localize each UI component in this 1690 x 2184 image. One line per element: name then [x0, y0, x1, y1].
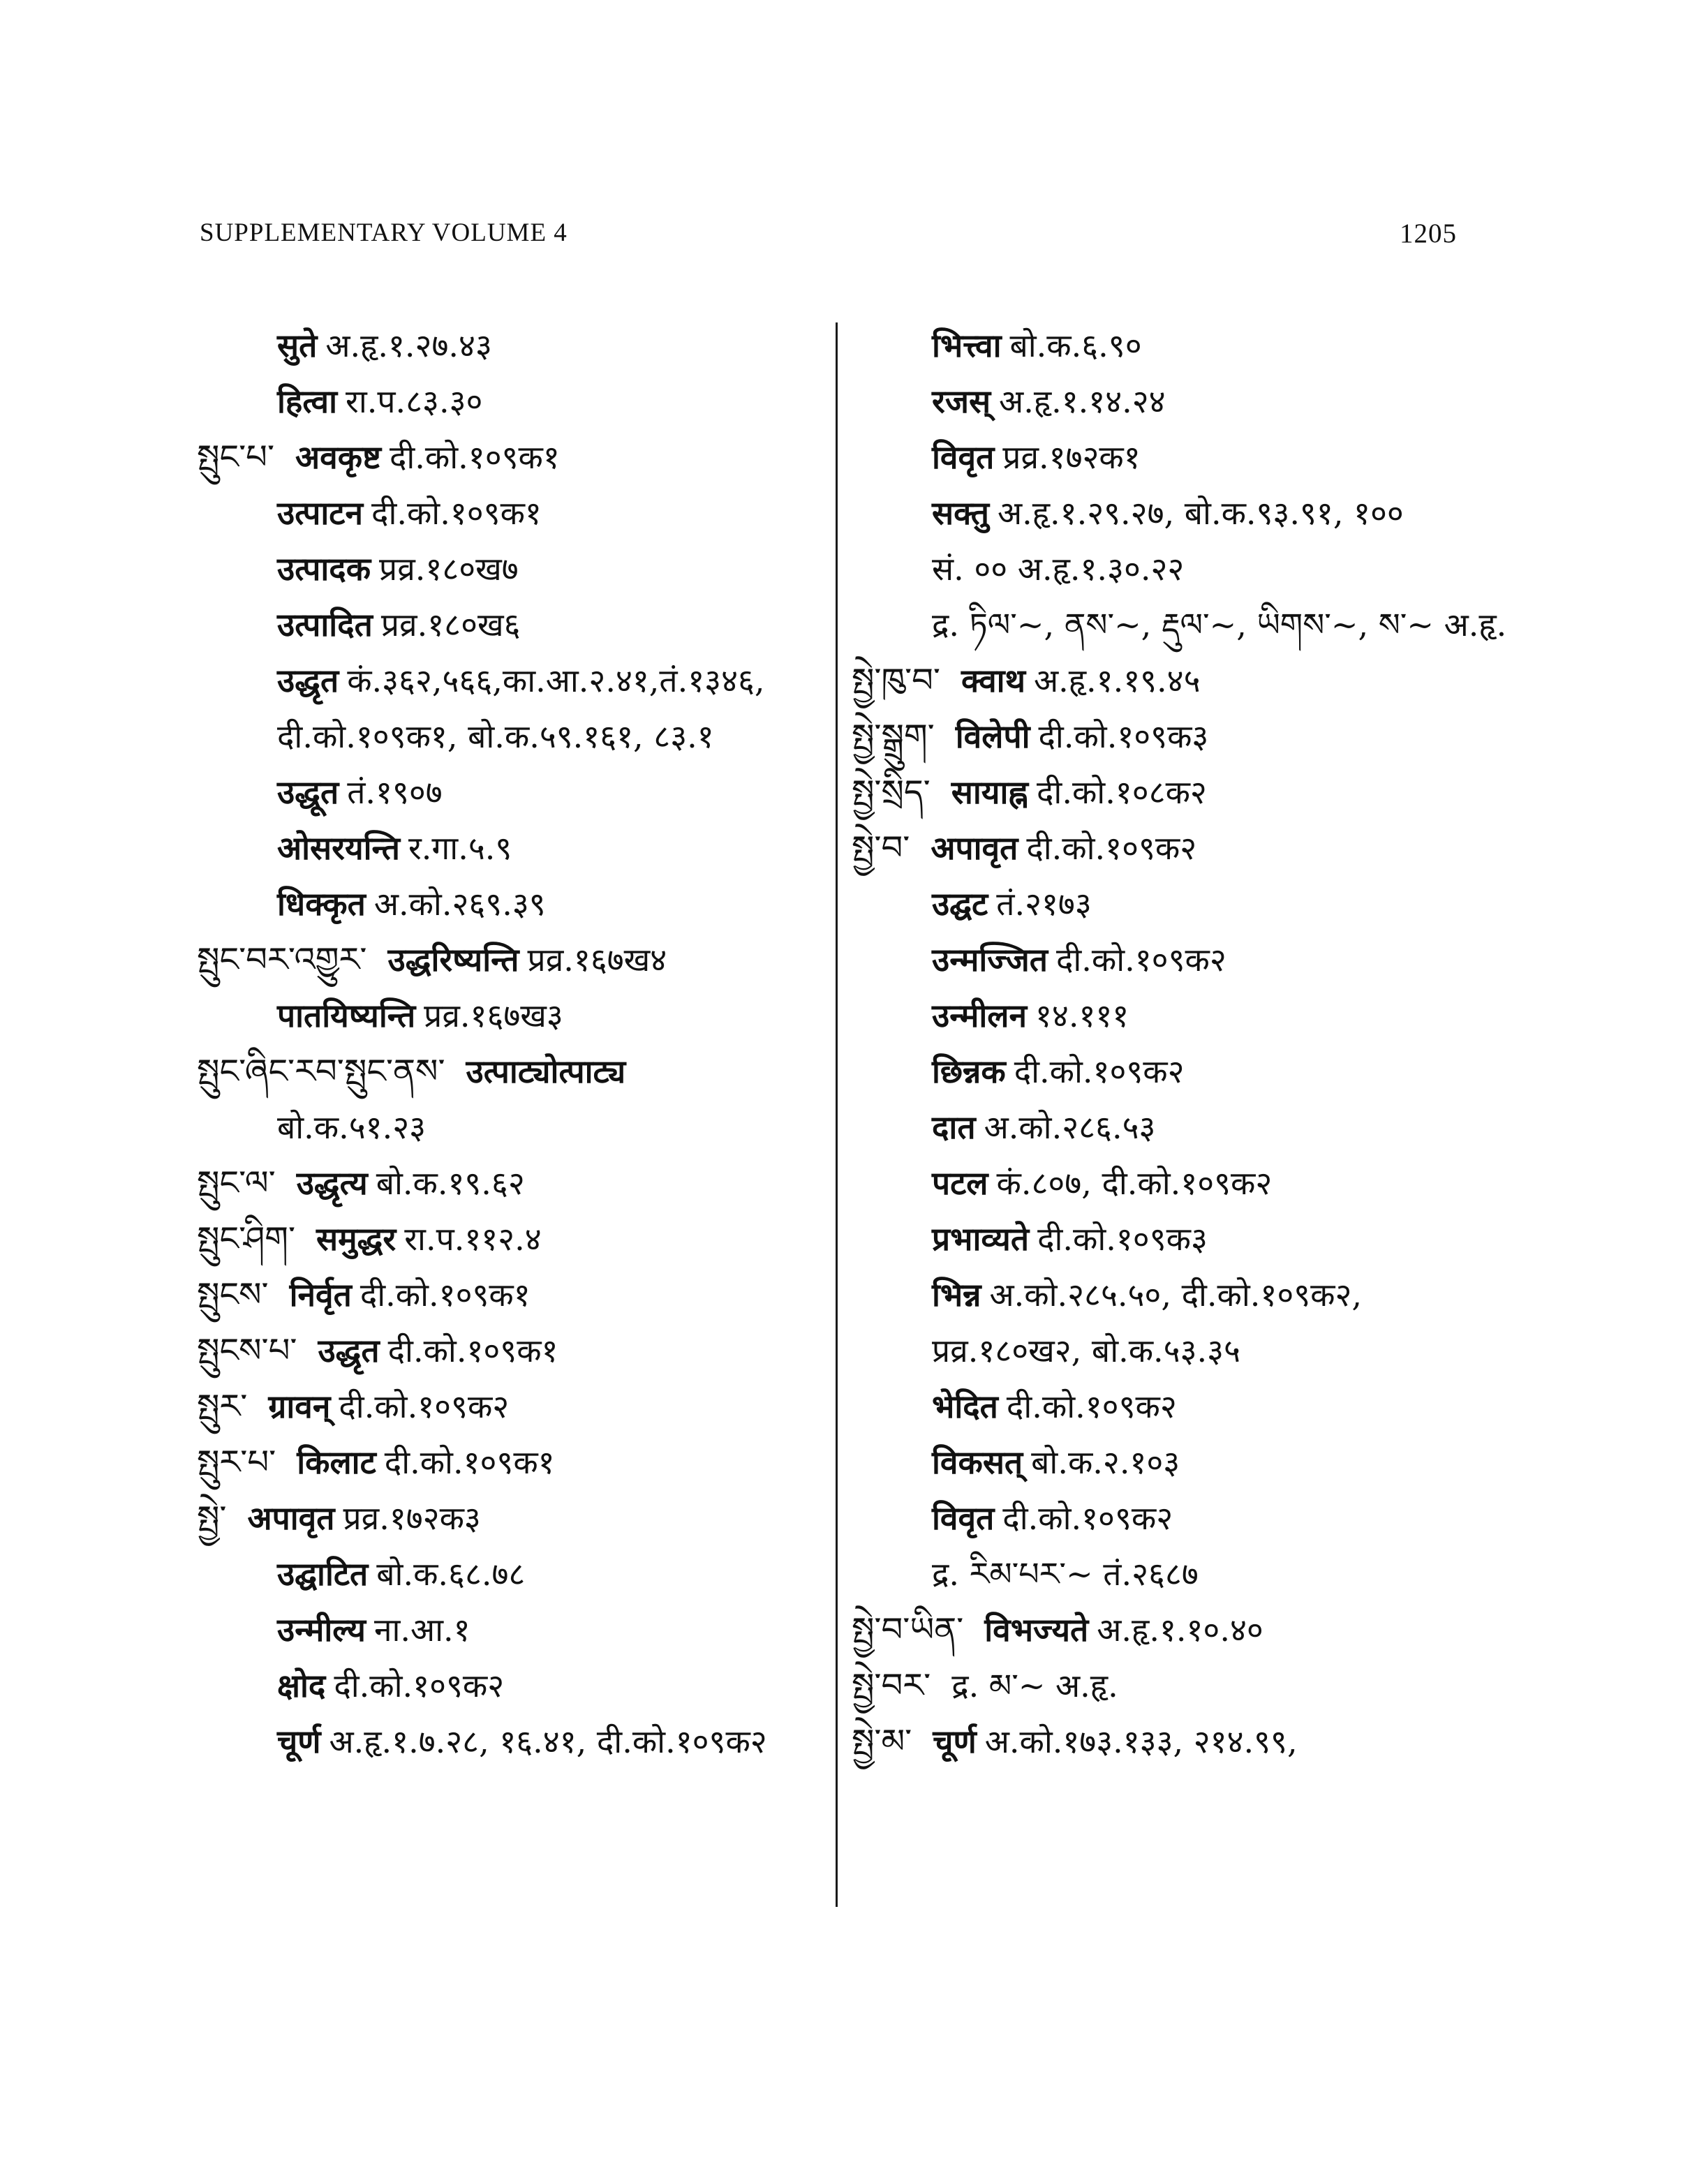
- source-reference: बो.क.२.१०३: [1031, 1443, 1180, 1481]
- tibetan-headword: སྤུར་པ་: [197, 1443, 276, 1482]
- sanskrit-term: दात: [932, 1108, 976, 1146]
- source-reference: प्रव्र.१८०ख६: [380, 606, 521, 644]
- source-reference: प्रव्र.१७२क३: [343, 1499, 481, 1537]
- tibetan-headword: སྤུངས་: [197, 1275, 269, 1314]
- dictionary-subentry: [197, 1099, 825, 1155]
- sanskrit-term: समुद्धर: [316, 1220, 396, 1258]
- sanskrit-term: किलाट: [297, 1443, 376, 1481]
- dictionary-subentry: [852, 1267, 1550, 1323]
- tibetan-headword: སྤུང་ཞིང་རབ་སྤུང་ནས་: [197, 1052, 445, 1091]
- dictionary-subentry: [197, 708, 825, 764]
- source-reference: रा.प.८३.३०: [346, 382, 483, 420]
- dictionary-subentry: [197, 1658, 825, 1714]
- tibetan-headword: སྤྱེ་བ་: [852, 829, 910, 868]
- sanskrit-term: सुते: [277, 327, 318, 364]
- sanskrit-term: उद्धृत्य: [296, 1164, 368, 1202]
- sanskrit-term: उद्धृत: [277, 662, 339, 699]
- column-divider: [836, 322, 838, 1907]
- sanskrit-term: चूर्ण: [277, 1723, 321, 1760]
- dictionary-subentry: [197, 1714, 825, 1769]
- source-reference: दी.को.१०९क२: [1002, 1499, 1173, 1537]
- dictionary-subentry: [852, 1043, 1550, 1099]
- dictionary-headword-entry: [852, 820, 1550, 876]
- source-reference: अ.हृ.१.२९.२७, बो.क.९३.९१, १००: [997, 494, 1404, 532]
- dictionary-headword-entry: [197, 1267, 825, 1323]
- sanskrit-term: पटल: [932, 1164, 988, 1202]
- sanskrit-term: उत्पादित: [277, 606, 373, 644]
- dictionary-subentry: [852, 1323, 1550, 1379]
- dictionary-subentry: [197, 1546, 825, 1602]
- sanskrit-term: छिन्नक: [932, 1053, 1006, 1090]
- sanskrit-term: भिन्न: [932, 1276, 981, 1314]
- tibetan-headword: སྤུང་པ་: [197, 438, 275, 477]
- sanskrit-term: अपावृत: [931, 829, 1018, 867]
- dictionary-subentry: [852, 1379, 1550, 1434]
- dictionary-subentry: [197, 876, 825, 932]
- page-number: 1205: [1400, 218, 1457, 248]
- tibetan-headword: སྤྱེ་མ་: [852, 1722, 912, 1761]
- source-reference: दी.को.१०९क२: [1026, 829, 1197, 867]
- sanskrit-term: भित्त्वा: [932, 327, 1002, 364]
- dictionary-subentry: [197, 318, 825, 373]
- tibetan-headword: སྤུར་: [197, 1387, 248, 1426]
- dictionary-subentry: [852, 373, 1550, 429]
- dictionary-subentry: [197, 541, 825, 597]
- source-reference: प्रव्र.१६७ख४: [527, 941, 667, 979]
- tibetan-headword: སྤྱེ་ཁུ་བ་: [852, 661, 941, 700]
- dictionary-headword-entry: [852, 708, 1550, 764]
- tibetan-headword: སྤྱེ་བར་: [852, 1666, 931, 1705]
- dictionary-subentry: [197, 485, 825, 541]
- sanskrit-term: उद्धूत: [277, 773, 339, 811]
- dictionary-headword-entry: [197, 1211, 825, 1267]
- sanskrit-term: उद्घाटित: [277, 1555, 369, 1593]
- dictionary-subentry: [197, 597, 825, 653]
- source-reference: तं.२१७३: [996, 885, 1092, 923]
- dictionary-headword-entry: [197, 1043, 825, 1099]
- source-reference: दी.को.१०९क१: [387, 1332, 558, 1369]
- tibetan-headword: སྤྱེ་བ་ཡིན་: [852, 1610, 964, 1649]
- source-reference: अ.हृ.१.१४.२४: [999, 382, 1166, 420]
- sanskrit-term: रजस्: [932, 382, 991, 420]
- source-reference: तं.१९०७: [347, 773, 443, 811]
- sanskrit-term: विवृत: [932, 438, 995, 476]
- tibetan-headword: སྤྱེ་: [197, 1499, 227, 1538]
- tibetan-headword: སྤུངས་པ་: [197, 1331, 297, 1370]
- sanskrit-term: उन्मील्य: [277, 1611, 366, 1649]
- sanskrit-term: उन्मज्जित: [932, 941, 1048, 979]
- dictionary-subentry: [852, 318, 1550, 373]
- source-reference: अ.को.२८५.५०, दी.को.१०९क२,: [989, 1276, 1363, 1314]
- dictionary-headword-entry: [852, 1714, 1550, 1769]
- source-reference: दी.को.१०९क२: [339, 1388, 510, 1425]
- sanskrit-term: उत्पादक: [277, 550, 371, 588]
- source-reference: दी.को.१०९क१: [371, 494, 542, 532]
- sanskrit-term: उन्मीलन: [932, 997, 1027, 1034]
- source-reference: बो.क.६.९०: [1009, 327, 1142, 364]
- source-reference: दी.को.१०९क३: [1038, 718, 1209, 755]
- source-reference: अ.को.१७३.१३३, २१४.९९,: [984, 1723, 1298, 1760]
- running-header: SUPPLEMENTARY VOLUME 4: [200, 218, 568, 247]
- source-reference: अ.हृ.१.१९.४५: [1033, 662, 1201, 699]
- dictionary-headword-entry: [197, 1490, 825, 1546]
- sanskrit-term: उत्पाट्योत्पाट्य: [466, 1053, 626, 1090]
- source-reference: दी.को.१०९क२: [1055, 941, 1226, 979]
- dictionary-subentry: [852, 485, 1550, 541]
- sanskrit-term: भेदित: [932, 1388, 998, 1425]
- dictionary-subentry: [852, 1546, 1550, 1602]
- source-reference: सं. ०० अ.हृ.१.३०.२२: [932, 550, 1185, 588]
- source-reference: दी.को.१०९क१, बो.क.५९.१६१, ८३.१: [277, 718, 714, 755]
- dictionary-headword-entry: [197, 429, 825, 485]
- dictionary-subentry: [197, 1602, 825, 1658]
- source-reference: प्रव्र.१८०ख७: [379, 550, 519, 588]
- source-reference: र.गा.५.९: [408, 829, 512, 867]
- sanskrit-term: उद्धृत: [318, 1332, 380, 1369]
- sanskrit-term: विभज्यते: [984, 1611, 1089, 1649]
- source-reference: प्रव्र.१६७ख३: [424, 997, 563, 1034]
- dictionary-headword-entry: [852, 764, 1550, 820]
- sanskrit-term: प्रभाव्यते: [932, 1220, 1030, 1258]
- tibetan-headword: སྤུང་བར་འགྱུར་: [197, 940, 367, 979]
- dictionary-subentry: [197, 764, 825, 820]
- dictionary-subentry: [852, 1155, 1550, 1211]
- dictionary-subentry: [852, 541, 1550, 597]
- source-reference: बो.क.५१.२३: [277, 1108, 427, 1146]
- source-reference: दी.को.१०८क२: [1036, 773, 1207, 811]
- dictionary-headword-entry: [197, 1434, 825, 1490]
- source-reference: बो.क.१९.६२: [376, 1164, 525, 1202]
- right-column: [852, 318, 1550, 1769]
- sanskrit-term: विवृत: [932, 1499, 995, 1537]
- dictionary-subentry: [852, 1099, 1550, 1155]
- source-reference: अ.को.२६९.३९: [373, 885, 546, 923]
- sanskrit-term: उद्धरिष्यन्ति: [387, 941, 519, 979]
- dictionary-subentry: [197, 988, 825, 1043]
- sanskrit-term: चूर्ण: [933, 1723, 977, 1760]
- dictionary-headword-entry: [197, 1323, 825, 1379]
- source-reference: १४.१११: [1035, 997, 1129, 1034]
- dictionary-subentry: [197, 373, 825, 429]
- dictionary-headword-entry: [852, 1602, 1550, 1658]
- sanskrit-term: क्षोद: [277, 1667, 326, 1704]
- dictionary-subentry: [852, 1211, 1550, 1267]
- sanskrit-term: निर्वृत: [289, 1276, 352, 1314]
- source-reference: दी.को.१०९क३: [1037, 1220, 1208, 1258]
- source-reference: दी.को.१०९क२: [334, 1667, 505, 1704]
- source-reference: दी.को.१०९क१: [360, 1276, 531, 1314]
- left-column: [197, 318, 825, 1769]
- sanskrit-term: अपावृत: [247, 1499, 335, 1537]
- source-reference: अ.हृ.१.१०.४०: [1097, 1611, 1263, 1649]
- tibetan-headword: སྤུང་ལ་: [197, 1164, 276, 1203]
- dictionary-headword-entry: [852, 653, 1550, 708]
- sanskrit-term: उद्घट: [932, 885, 988, 923]
- dictionary-headword-entry: [852, 1658, 1550, 1714]
- dictionary-subentry: [852, 988, 1550, 1043]
- source-reference: प्रव्र.१८०ख२, बो.क.५३.३५: [932, 1332, 1240, 1369]
- sanskrit-term: ग्रावन्: [268, 1388, 331, 1425]
- sanskrit-term: अवकृष्ट: [295, 438, 381, 476]
- source-reference: रा.प.११२.४: [404, 1220, 542, 1258]
- source-reference: कं.८०७, दी.को.१०९क२: [996, 1164, 1273, 1202]
- tibetan-headword: སྤྱེ་སྲིད་: [852, 773, 931, 812]
- dictionary-headword-entry: [197, 932, 825, 988]
- dictionary-subentry: [852, 597, 1550, 653]
- source-reference: द्र. རིམ་པར་~ तं.२६८७: [932, 1555, 1199, 1593]
- tibetan-headword: སྤྱེ་སྒྲུག་: [852, 717, 935, 756]
- sanskrit-term: सक्तु: [932, 494, 989, 532]
- dictionary-subentry: [852, 876, 1550, 932]
- source-reference: दी.को.१०९क१: [389, 438, 560, 476]
- sanskrit-term: क्वाथ: [961, 662, 1025, 699]
- source-reference: ना.आ.१: [373, 1611, 470, 1649]
- source-reference: दी.को.१०९क२: [1006, 1388, 1177, 1425]
- source-reference: प्रव्र.१७२क१: [1002, 438, 1141, 476]
- sanskrit-term: उत्पाटन: [277, 494, 364, 532]
- source-reference: अ.को.२८६.५३: [984, 1108, 1156, 1146]
- dictionary-subentry: [852, 1490, 1550, 1546]
- source-reference: दी.को.१०९क१: [384, 1443, 555, 1481]
- source-reference: बो.क.६८.७८: [376, 1555, 526, 1593]
- sanskrit-term: हित्वा: [277, 382, 338, 420]
- source-reference: अ.हृ.१.७.२८, १६.४१, दी.को.१०९क२: [329, 1723, 767, 1760]
- source-reference: द्र. ཏིལ་~, ནས་~, རྡུལ་~, ཡིགས་~, ས་~ अ.हृ.: [932, 606, 1507, 644]
- sanskrit-term: धिक्कृत: [277, 885, 366, 923]
- source-reference: अ.हृ.१.२७.४३: [325, 327, 492, 364]
- dictionary-subentry: [852, 932, 1550, 988]
- sanskrit-term: सायाह्न: [951, 773, 1028, 811]
- source-reference: कं.३६२,५६६,का.आ.२.४१,तं.१३४६,: [347, 662, 765, 699]
- dictionary-headword-entry: [197, 1379, 825, 1434]
- source-reference: द्र. མ་~ अ.हृ.: [951, 1667, 1118, 1704]
- dictionary-subentry: [852, 1434, 1550, 1490]
- source-reference: दी.को.१०९क२: [1014, 1053, 1185, 1090]
- dictionary-headword-entry: [197, 1155, 825, 1211]
- tibetan-headword: སྤུང་ཤིག་: [197, 1219, 296, 1258]
- dictionary-subentry: [852, 429, 1550, 485]
- sanskrit-term: विलेपी: [955, 718, 1030, 755]
- sanskrit-term: पातयिष्यन्ति: [277, 997, 416, 1034]
- sanskrit-term: ओसरयन्ति: [277, 829, 400, 867]
- dictionary-subentry: [197, 820, 825, 876]
- sanskrit-term: विकसत्: [932, 1443, 1023, 1481]
- dictionary-subentry: [197, 653, 825, 708]
